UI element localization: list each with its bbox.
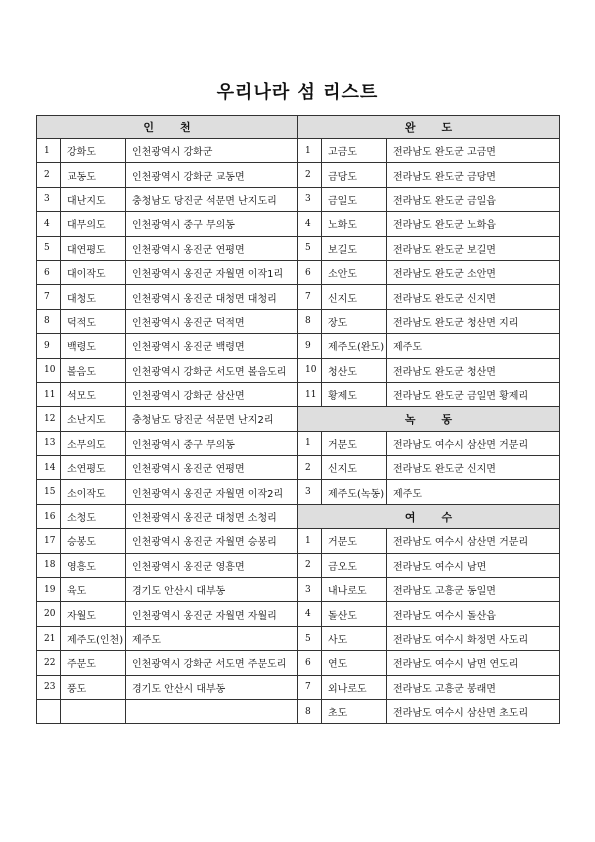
section-header: 인천 bbox=[37, 116, 298, 139]
table-row bbox=[37, 675, 560, 699]
row-number: 10 bbox=[37, 358, 61, 382]
island-location: 충청남도 당진군 석문면 난지2리 bbox=[126, 407, 298, 431]
island-name: 풍도 bbox=[61, 675, 126, 699]
island-location: 전라남도 여수시 화정면 사도리 bbox=[387, 626, 560, 650]
island-location: 전라남도 완도군 금당면 bbox=[387, 163, 560, 187]
island-location: 전라남도 완도군 소안면 bbox=[387, 260, 560, 284]
section-header: 여수 bbox=[298, 504, 560, 528]
island-name: 돌산도 bbox=[322, 602, 387, 626]
island-name: 대연평도 bbox=[61, 236, 126, 260]
island-name: 주문도 bbox=[61, 651, 126, 675]
table-row bbox=[37, 626, 560, 650]
row-number: 14 bbox=[37, 456, 61, 480]
row-number: 9 bbox=[298, 334, 322, 358]
table-row bbox=[37, 187, 560, 211]
island-name: 백령도 bbox=[61, 334, 126, 358]
table-row bbox=[37, 504, 560, 528]
island-name: 거문도 bbox=[322, 431, 387, 455]
row-number: 1 bbox=[298, 431, 322, 455]
row-number: 7 bbox=[37, 285, 61, 309]
island-location: 인천광역시 강화군 교동면 bbox=[126, 163, 298, 187]
row-number: 17 bbox=[37, 529, 61, 553]
island-location: 충청남도 당진군 석문면 난지도리 bbox=[126, 187, 298, 211]
island-name: 금오도 bbox=[322, 553, 387, 577]
island-location: 인천광역시 옹진군 자월면 자월리 bbox=[126, 602, 298, 626]
island-name: 사도 bbox=[322, 626, 387, 650]
island-location: 전라남도 완도군 신지면 bbox=[387, 285, 560, 309]
table-row bbox=[37, 480, 560, 504]
island-name: 대난지도 bbox=[61, 187, 126, 211]
island-name: 신지도 bbox=[322, 456, 387, 480]
row-number: 1 bbox=[37, 139, 61, 163]
island-name: 소이작도 bbox=[61, 480, 126, 504]
table-row bbox=[37, 212, 560, 236]
island-name: 교동도 bbox=[61, 163, 126, 187]
row-number: 21 bbox=[37, 626, 61, 650]
island-location: 전라남도 완도군 노화읍 bbox=[387, 212, 560, 236]
row-number: 22 bbox=[37, 651, 61, 675]
island-location: 경기도 안산시 대부동 bbox=[126, 675, 298, 699]
island-location: 전라남도 고흥군 봉래면 bbox=[387, 675, 560, 699]
island-name: 소무의도 bbox=[61, 431, 126, 455]
island-location: 인천광역시 옹진군 대청면 소청리 bbox=[126, 504, 298, 528]
table-row bbox=[37, 116, 560, 139]
row-number: 3 bbox=[37, 187, 61, 211]
row-number: 7 bbox=[298, 285, 322, 309]
row-number: 3 bbox=[298, 578, 322, 602]
table-row bbox=[37, 358, 560, 382]
table-row bbox=[37, 651, 560, 675]
island-name: 강화도 bbox=[61, 139, 126, 163]
island-location: 인천광역시 강화군 bbox=[126, 139, 298, 163]
island-name: 거문도 bbox=[322, 529, 387, 553]
island-location: 인천광역시 옹진군 영흥면 bbox=[126, 553, 298, 577]
island-location: 제주도 bbox=[387, 334, 560, 358]
table-row bbox=[37, 431, 560, 455]
island-location: 전라남도 여수시 삼산면 초도리 bbox=[387, 699, 560, 723]
island-name: 노화도 bbox=[322, 212, 387, 236]
island-name: 볼음도 bbox=[61, 358, 126, 382]
table-row bbox=[37, 236, 560, 260]
island-name: 대청도 bbox=[61, 285, 126, 309]
table-row bbox=[37, 260, 560, 284]
island-location: 인천광역시 옹진군 자월면 승봉리 bbox=[126, 529, 298, 553]
island-name: 신지도 bbox=[322, 285, 387, 309]
island-location: 인천광역시 옹진군 덕적면 bbox=[126, 309, 298, 333]
row-number: 3 bbox=[298, 480, 322, 504]
island-location: 전라남도 여수시 남면 bbox=[387, 553, 560, 577]
table-row bbox=[37, 309, 560, 333]
row-number: 12 bbox=[37, 407, 61, 431]
row-number: 5 bbox=[298, 626, 322, 650]
table-row bbox=[37, 407, 560, 431]
island-name: 제주도(인천) bbox=[61, 626, 126, 650]
island-location: 경기도 안산시 대부동 bbox=[126, 578, 298, 602]
row-number: 23 bbox=[37, 675, 61, 699]
table-row bbox=[37, 602, 560, 626]
row-number: 8 bbox=[298, 309, 322, 333]
island-name: 장도 bbox=[322, 309, 387, 333]
island-location: 인천광역시 옹진군 대청면 대청리 bbox=[126, 285, 298, 309]
row-number: 11 bbox=[37, 382, 61, 406]
table-row bbox=[37, 382, 560, 406]
island-name: 덕적도 bbox=[61, 309, 126, 333]
row-number: 1 bbox=[298, 139, 322, 163]
island-name: 외나로도 bbox=[322, 675, 387, 699]
row-number: 6 bbox=[298, 651, 322, 675]
row-number: 2 bbox=[298, 553, 322, 577]
row-number: 2 bbox=[298, 163, 322, 187]
island-location: 인천광역시 중구 무의동 bbox=[126, 212, 298, 236]
row-number: 6 bbox=[298, 260, 322, 284]
row-number: 2 bbox=[37, 163, 61, 187]
row-number: 1 bbox=[298, 529, 322, 553]
table-row bbox=[37, 553, 560, 577]
island-name: 소청도 bbox=[61, 504, 126, 528]
island-location: 전라남도 여수시 삼산면 거문리 bbox=[387, 529, 560, 553]
island-name: 소안도 bbox=[322, 260, 387, 284]
row-number: 4 bbox=[37, 212, 61, 236]
island-name: 내나로도 bbox=[322, 578, 387, 602]
table-row bbox=[37, 163, 560, 187]
island-name: 육도 bbox=[61, 578, 126, 602]
row-number: 11 bbox=[298, 382, 322, 406]
island-name: 자월도 bbox=[61, 602, 126, 626]
page-title: 우리나라 섬 리스트 bbox=[216, 82, 379, 103]
island-name: 대이작도 bbox=[61, 260, 126, 284]
island-name: 금일도 bbox=[322, 187, 387, 211]
row-number: 4 bbox=[298, 212, 322, 236]
table-row bbox=[37, 529, 560, 553]
empty-cell bbox=[61, 699, 126, 723]
island-location: 인천광역시 옹진군 연평면 bbox=[126, 236, 298, 260]
island-location: 인천광역시 옹진군 자월면 이작2리 bbox=[126, 480, 298, 504]
island-name: 제주도(녹동) bbox=[322, 480, 387, 504]
section-header: 완도 bbox=[298, 116, 560, 139]
island-name: 제주도(완도) bbox=[322, 334, 387, 358]
row-number: 5 bbox=[298, 236, 322, 260]
row-number: 2 bbox=[298, 456, 322, 480]
table-row bbox=[37, 285, 560, 309]
row-number: 9 bbox=[37, 334, 61, 358]
island-name: 영흥도 bbox=[61, 553, 126, 577]
island-location: 전라남도 완도군 신지면 bbox=[387, 456, 560, 480]
table-row bbox=[37, 334, 560, 358]
island-location: 전라남도 여수시 삼산면 거문리 bbox=[387, 431, 560, 455]
table-row bbox=[37, 456, 560, 480]
section-header: 녹동 bbox=[298, 407, 560, 431]
island-name: 석모도 bbox=[61, 382, 126, 406]
island-location: 제주도 bbox=[126, 626, 298, 650]
island-location: 전라남도 완도군 금일읍 bbox=[387, 187, 560, 211]
island-location: 전라남도 고흥군 동일면 bbox=[387, 578, 560, 602]
island-location: 인천광역시 강화군 서도면 주문도리 bbox=[126, 651, 298, 675]
island-name: 금당도 bbox=[322, 163, 387, 187]
island-location: 전라남도 여수시 남면 연도리 bbox=[387, 651, 560, 675]
island-location: 인천광역시 강화군 서도면 볼음도리 bbox=[126, 358, 298, 382]
island-location: 전라남도 완도군 보길면 bbox=[387, 236, 560, 260]
table-row bbox=[37, 578, 560, 602]
island-location: 인천광역시 옹진군 연평면 bbox=[126, 456, 298, 480]
row-number: 8 bbox=[37, 309, 61, 333]
island-location: 인천광역시 옹진군 백령면 bbox=[126, 334, 298, 358]
empty-cell bbox=[126, 699, 298, 723]
row-number: 4 bbox=[298, 602, 322, 626]
row-number: 13 bbox=[37, 431, 61, 455]
island-location: 인천광역시 옹진군 자월면 이작1리 bbox=[126, 260, 298, 284]
island-name: 대무의도 bbox=[61, 212, 126, 236]
row-number: 20 bbox=[37, 602, 61, 626]
row-number: 6 bbox=[37, 260, 61, 284]
island-location: 전라남도 완도군 금일면 황제리 bbox=[387, 382, 560, 406]
island-location: 인천광역시 강화군 삼산면 bbox=[126, 382, 298, 406]
island-name: 초도 bbox=[322, 699, 387, 723]
row-number: 5 bbox=[37, 236, 61, 260]
island-location: 전라남도 여수시 돌산읍 bbox=[387, 602, 560, 626]
island-name: 소난지도 bbox=[61, 407, 126, 431]
island-name: 연도 bbox=[322, 651, 387, 675]
island-location: 제주도 bbox=[387, 480, 560, 504]
island-location: 전라남도 완도군 청산면 지리 bbox=[387, 309, 560, 333]
island-location: 전라남도 완도군 고금면 bbox=[387, 139, 560, 163]
island-name: 소연평도 bbox=[61, 456, 126, 480]
row-number: 18 bbox=[37, 553, 61, 577]
row-number: 19 bbox=[37, 578, 61, 602]
row-number: 15 bbox=[37, 480, 61, 504]
table-row bbox=[37, 699, 560, 723]
row-number: 16 bbox=[37, 504, 61, 528]
island-name: 황제도 bbox=[322, 382, 387, 406]
island-location: 전라남도 완도군 청산면 bbox=[387, 358, 560, 382]
island-name: 승봉도 bbox=[61, 529, 126, 553]
island-name: 고금도 bbox=[322, 139, 387, 163]
island-location: 인천광역시 중구 무의동 bbox=[126, 431, 298, 455]
row-number: 7 bbox=[298, 675, 322, 699]
table-row bbox=[37, 139, 560, 163]
row-number: 3 bbox=[298, 187, 322, 211]
island-list-table bbox=[36, 115, 560, 724]
empty-cell bbox=[37, 699, 61, 723]
row-number: 10 bbox=[298, 358, 322, 382]
island-name: 청산도 bbox=[322, 358, 387, 382]
island-name: 보길도 bbox=[322, 236, 387, 260]
row-number: 8 bbox=[298, 699, 322, 723]
